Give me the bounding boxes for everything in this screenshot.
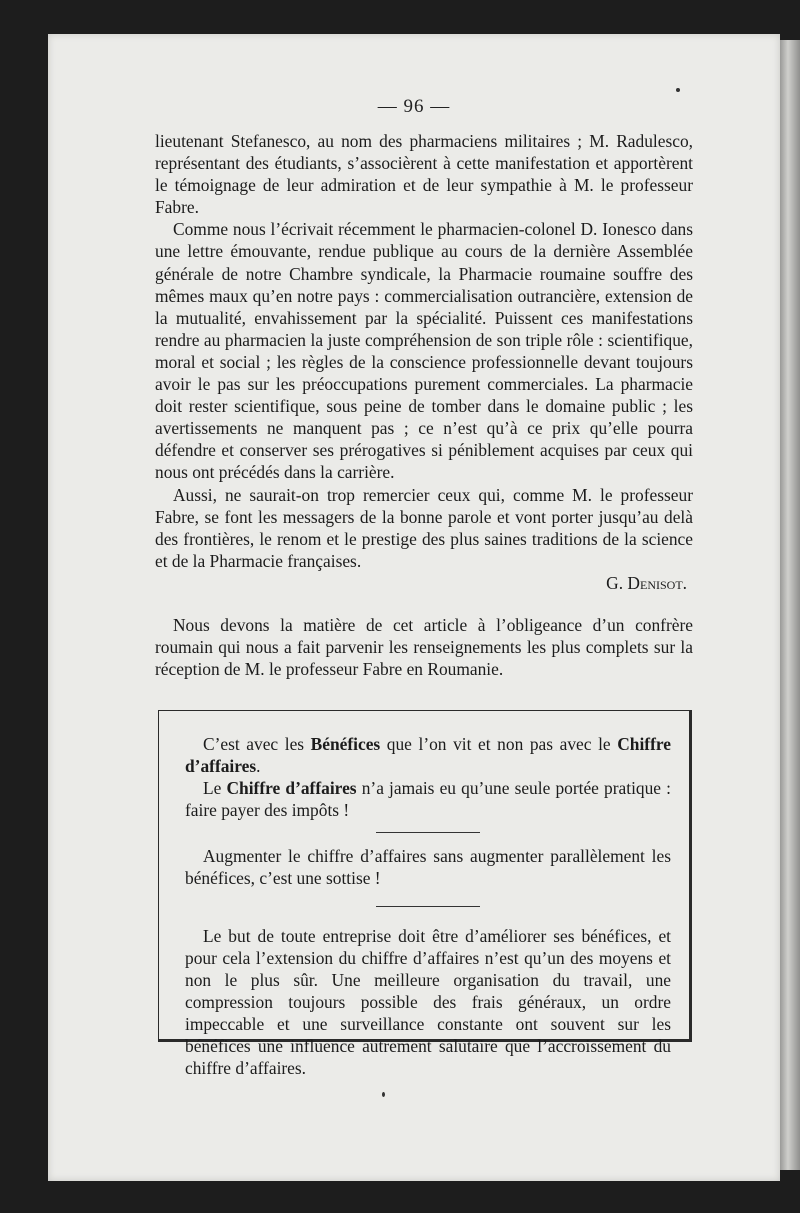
- notice-paragraph: Le but de toute entreprise doit être d’améliorer ses bénéfices, et pour cela l’extension du chiffre d’affaires n’est qu’un des moyens et non le plus sûr. Une meilleure organisation du travail, une compression toujours possible des frais généraux, un ordre impeccable et une surveillance constante ont souvent sur les bénéfices une influence autrement salutaire que l’accroissement du chiffre d’affaires.: [185, 925, 671, 1079]
- page: [48, 34, 780, 1181]
- boxed-notice: [158, 710, 692, 1079]
- editorial-note: Nous devons la matière de cet article à l’obligeance d’un confrère roumain qui nous a fait parvenir les renseignements les plus complets sur la réception de M. le professeur Fabre en Roumanie.: [155, 614, 693, 680]
- text-run: C’est avec les: [203, 734, 311, 754]
- notice-paragraph: [185, 777, 671, 821]
- paragraph: Comme nous l’écrivait récemment le pharmacien-colonel D. Ionesco dans une lettre émouvante, rendue publique au cours de la dernière Assemblée générale de notre Chambre syndicale, la Pharmacie roumaine souffre des mêmes maux qu’en notre pays : commercialisation outrancière, extension de la mutualité, envahissement par la spécialité. Puissent ces manifestations rendre au pharmacien la juste compréhension de son triple rôle : scientifique, moral et social ; les règles de la conscience professionnelle devant toujours avoir le pas sur les préoccupations purement commerciales. La pharmacie doit rester scientifique, sous peine de tomber dans le domaine public ; les avertissements ne manquent pas ; ce n’est qu’à ce prix qu’elle pourra défendre et conserver ses prérogatives si péniblement acquises par ceux qui nous ont précédés dans la carrière.: [155, 219, 693, 483]
- print-speck: [382, 1092, 385, 1097]
- bold-term: Chiffre d’affaires: [185, 734, 671, 777]
- print-speck: [676, 88, 680, 92]
- text-run: Le: [203, 778, 227, 799]
- page-edge: [780, 40, 800, 1170]
- paragraph: Aussi, ne saurait-on trop remercier ceux qui, comme M. le professeur Fabre, se font les messagers de la bonne parole et vont porter jusqu’au delà des frontières, le renom et le prestige des plus saines traditions de la science et de la Pharmacie françaises.: [155, 484, 693, 571]
- separator-rule: [376, 832, 480, 833]
- notice-paragraph: Augmenter le chiffre d’affaires sans augmenter parallèlement les bénéfices, c’est une sottise !: [185, 846, 671, 889]
- text-run: n’a jamais eu qu’une seule portée pratique : faire payer des impôts !: [185, 778, 671, 821]
- text-run: .: [256, 756, 261, 777]
- notice-text: [185, 733, 671, 1079]
- bold-term: Bénéfices: [310, 734, 381, 754]
- text-run: que l’on vit et non pas avec le: [380, 734, 618, 754]
- author-signature: G. Denisot.: [606, 572, 687, 593]
- notice-paragraph: [185, 733, 671, 777]
- paragraph-continuation: lieutenant Stefanesco, au nom des pharmaciens militaires ; M. Radulesco, représentant des étudiants, s’associèrent à cette manifestation et apportèrent le témoignage de leur admiration et de leur sympathie à M. le professeur Fabre.: [155, 131, 693, 218]
- page-number: — 96 —: [377, 96, 451, 117]
- bold-term: Chiffre d’affaires: [226, 778, 357, 799]
- separator-rule: [376, 906, 480, 907]
- article-body: [155, 130, 693, 680]
